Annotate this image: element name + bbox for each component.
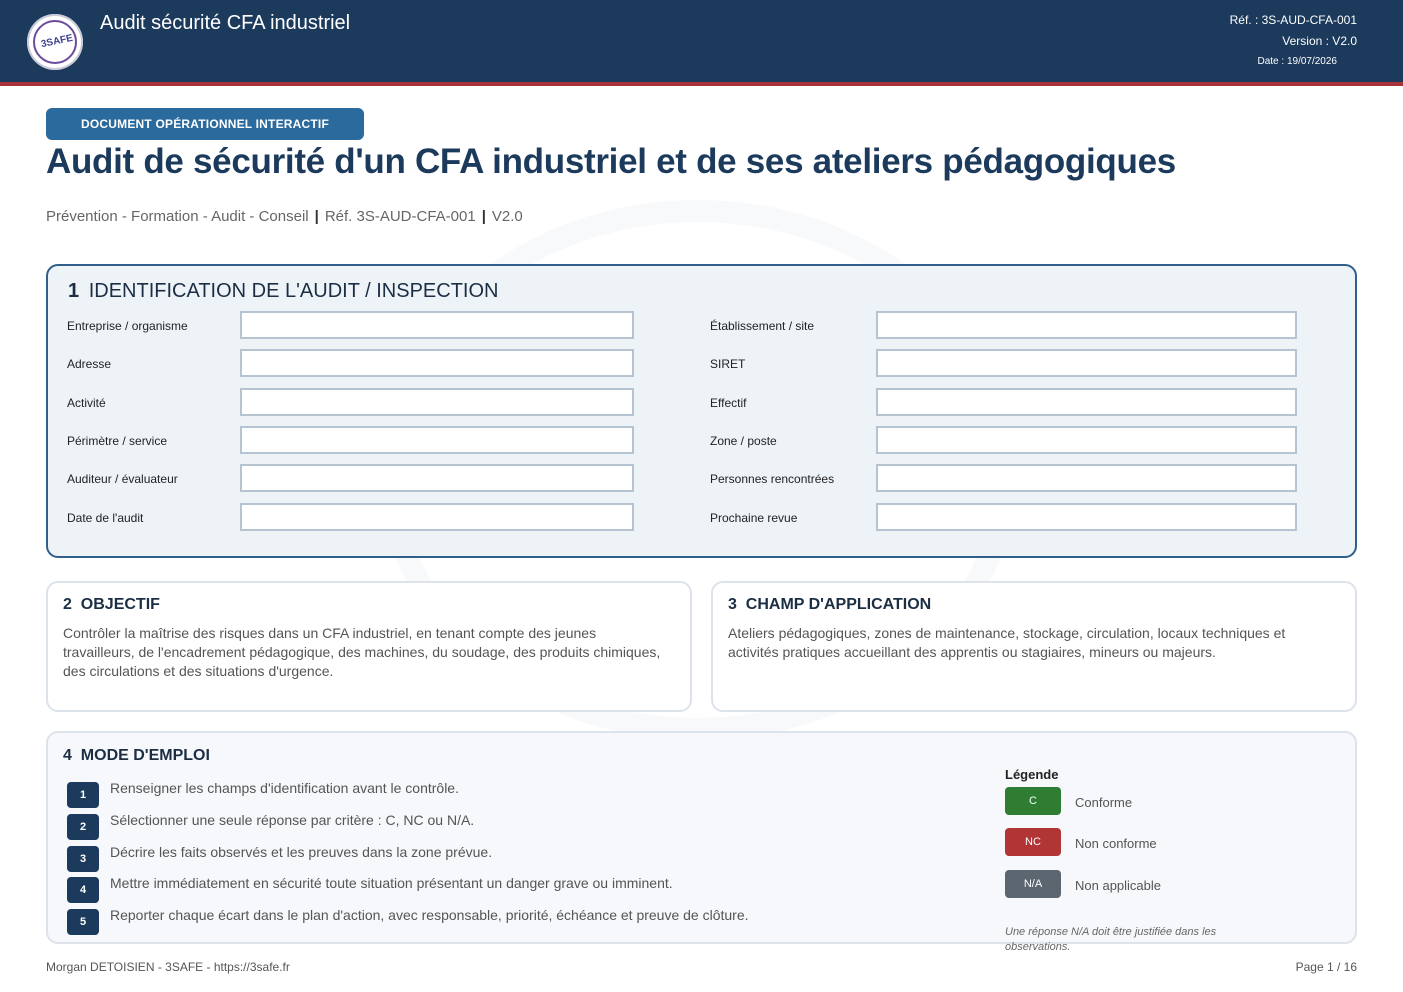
section-title-text: CHAMP D'APPLICATION xyxy=(745,596,932,613)
legend-note: Une réponse N/A doit être justifiée dans les observations. xyxy=(1005,926,1217,953)
field-label-activite: Activité xyxy=(67,396,106,410)
field-label-zone-poste: Zone / poste xyxy=(710,434,777,448)
step-number: 2 xyxy=(67,814,99,840)
field-label-perimetre: Périmètre / service xyxy=(67,434,168,448)
field-input-entreprise[interactable] xyxy=(240,311,634,339)
field-input-personnes[interactable] xyxy=(876,464,1297,492)
document-version: Version : V2.0 xyxy=(1282,34,1357,48)
step-number: 4 xyxy=(67,877,99,903)
page-number: Page 1 / 16 xyxy=(1295,960,1357,974)
document-date: Date : 19/07/2026 xyxy=(1257,56,1337,67)
app-title: Audit sécurité CFA industriel xyxy=(100,12,351,34)
legend-badge-non-conforme: NC xyxy=(1005,828,1061,856)
field-input-zone-poste[interactable] xyxy=(876,426,1297,454)
identification-title xyxy=(68,280,498,303)
objectif-text xyxy=(63,624,660,681)
field-input-siret[interactable] xyxy=(876,349,1297,377)
champ-application-text xyxy=(728,624,1285,662)
step-text: Mettre immédiatement en sécurité toute situation présentant un danger grave ou imminent. xyxy=(110,875,673,891)
step-text: Renseigner les champs d'identification avant le contrôle. xyxy=(110,780,459,796)
section-title-text: IDENTIFICATION DE L'AUDIT / INSPECTION xyxy=(88,280,499,302)
step-number: 1 xyxy=(67,782,99,808)
field-input-activite[interactable] xyxy=(240,388,634,416)
text-line: travailleurs, de l'encadrement pédagogique, des machines, du soudage, des produits chimiques, xyxy=(63,644,661,660)
field-input-date-audit[interactable] xyxy=(240,503,634,531)
legend-label-non-conforme: Non conforme xyxy=(1075,836,1157,851)
step-text: Reporter chaque écart dans le plan d'action, avec responsable, priorité, échéance et preuve de clôture. xyxy=(110,907,749,923)
legend-label-non-applicable: Non applicable xyxy=(1075,878,1162,893)
objectif-title xyxy=(63,596,160,614)
field-label-siret: SIRET xyxy=(710,357,746,371)
field-label-date-audit: Date de l'audit xyxy=(67,511,144,525)
footer-author: Morgan DETOISIEN - 3SAFE - https://3safe.fr xyxy=(46,960,290,974)
section-number: 3 xyxy=(728,596,737,613)
objectif-section xyxy=(46,581,692,712)
subtitle-tagline: Prévention - Formation - Audit - Conseil xyxy=(46,208,309,225)
champ-application-section xyxy=(711,581,1357,712)
field-label-personnes: Personnes rencontrées xyxy=(710,472,835,486)
mode-emploi-section xyxy=(46,731,1357,953)
document-reference: Réf. : 3S-AUD-CFA-001 xyxy=(1229,13,1357,27)
legend-title: Légende xyxy=(1005,767,1059,782)
subtitle-reference: Réf. 3S-AUD-CFA-001 xyxy=(324,208,476,225)
legend-label-conforme: Conforme xyxy=(1075,795,1133,810)
subtitle-separator: | xyxy=(481,208,486,225)
field-label-effectif: Effectif xyxy=(710,396,747,410)
document-type-pill: DOCUMENT OPÉRATIONNEL INTERACTIF xyxy=(46,108,364,140)
section-number: 1 xyxy=(68,280,80,302)
section-title-text: MODE D'EMPLOI xyxy=(80,747,210,764)
field-input-prochaine-revue[interactable] xyxy=(876,503,1297,531)
logo-text: 3SAFE xyxy=(40,32,74,51)
champ-application-title xyxy=(728,596,931,614)
field-input-perimetre[interactable] xyxy=(240,426,634,454)
subtitle-version: V2.0 xyxy=(491,208,523,225)
step-number: 3 xyxy=(67,846,99,872)
field-input-etablissement[interactable] xyxy=(876,311,1297,339)
step-text: Sélectionner une seule réponse par critère : C, NC ou N/A. xyxy=(110,812,475,828)
logo-ring xyxy=(33,20,77,64)
legend-badge-conforme: C xyxy=(1005,787,1061,815)
field-label-entreprise: Entreprise / organisme xyxy=(67,319,188,333)
section-number: 2 xyxy=(63,596,72,613)
section-title-text: OBJECTIF xyxy=(80,596,160,613)
text-line: des circulations et des situations d'urgence. xyxy=(63,663,334,679)
top-header xyxy=(0,0,1403,82)
page-subtitle xyxy=(46,208,523,225)
field-label-prochaine-revue: Prochaine revue xyxy=(710,511,798,525)
page-title: Audit de sécurité d'un CFA industriel et de ses ateliers pédagogiques xyxy=(46,142,1176,181)
text-line: Contrôler la maîtrise des risques dans un CFA industriel, en tenant compte des jeunes xyxy=(63,625,597,641)
field-label-auditeur: Auditeur / évaluateur xyxy=(67,472,178,486)
field-input-effectif[interactable] xyxy=(876,388,1297,416)
legend-badge-non-applicable: N/A xyxy=(1005,870,1061,898)
step-text: Décrire les faits observés et les preuves dans la zone prévue. xyxy=(110,844,493,860)
field-label-adresse: Adresse xyxy=(67,357,112,371)
mode-emploi-title xyxy=(63,747,210,765)
field-label-etablissement: Établissement / site xyxy=(710,319,815,333)
identification-section xyxy=(46,264,1357,558)
section-number: 4 xyxy=(63,747,72,764)
company-logo xyxy=(27,14,83,70)
text-line: activités pratiques accueillant des apprentis ou stagiaires, mineurs ou majeurs. xyxy=(728,644,1216,660)
text-line: Ateliers pédagogiques, zones de maintenance, stockage, circulation, locaux techniques et xyxy=(728,625,1286,641)
field-input-adresse[interactable] xyxy=(240,349,634,377)
step-number: 5 xyxy=(67,909,99,935)
field-input-auditeur[interactable] xyxy=(240,464,634,492)
header-accent-strip xyxy=(0,82,1403,86)
subtitle-separator: | xyxy=(314,208,319,225)
